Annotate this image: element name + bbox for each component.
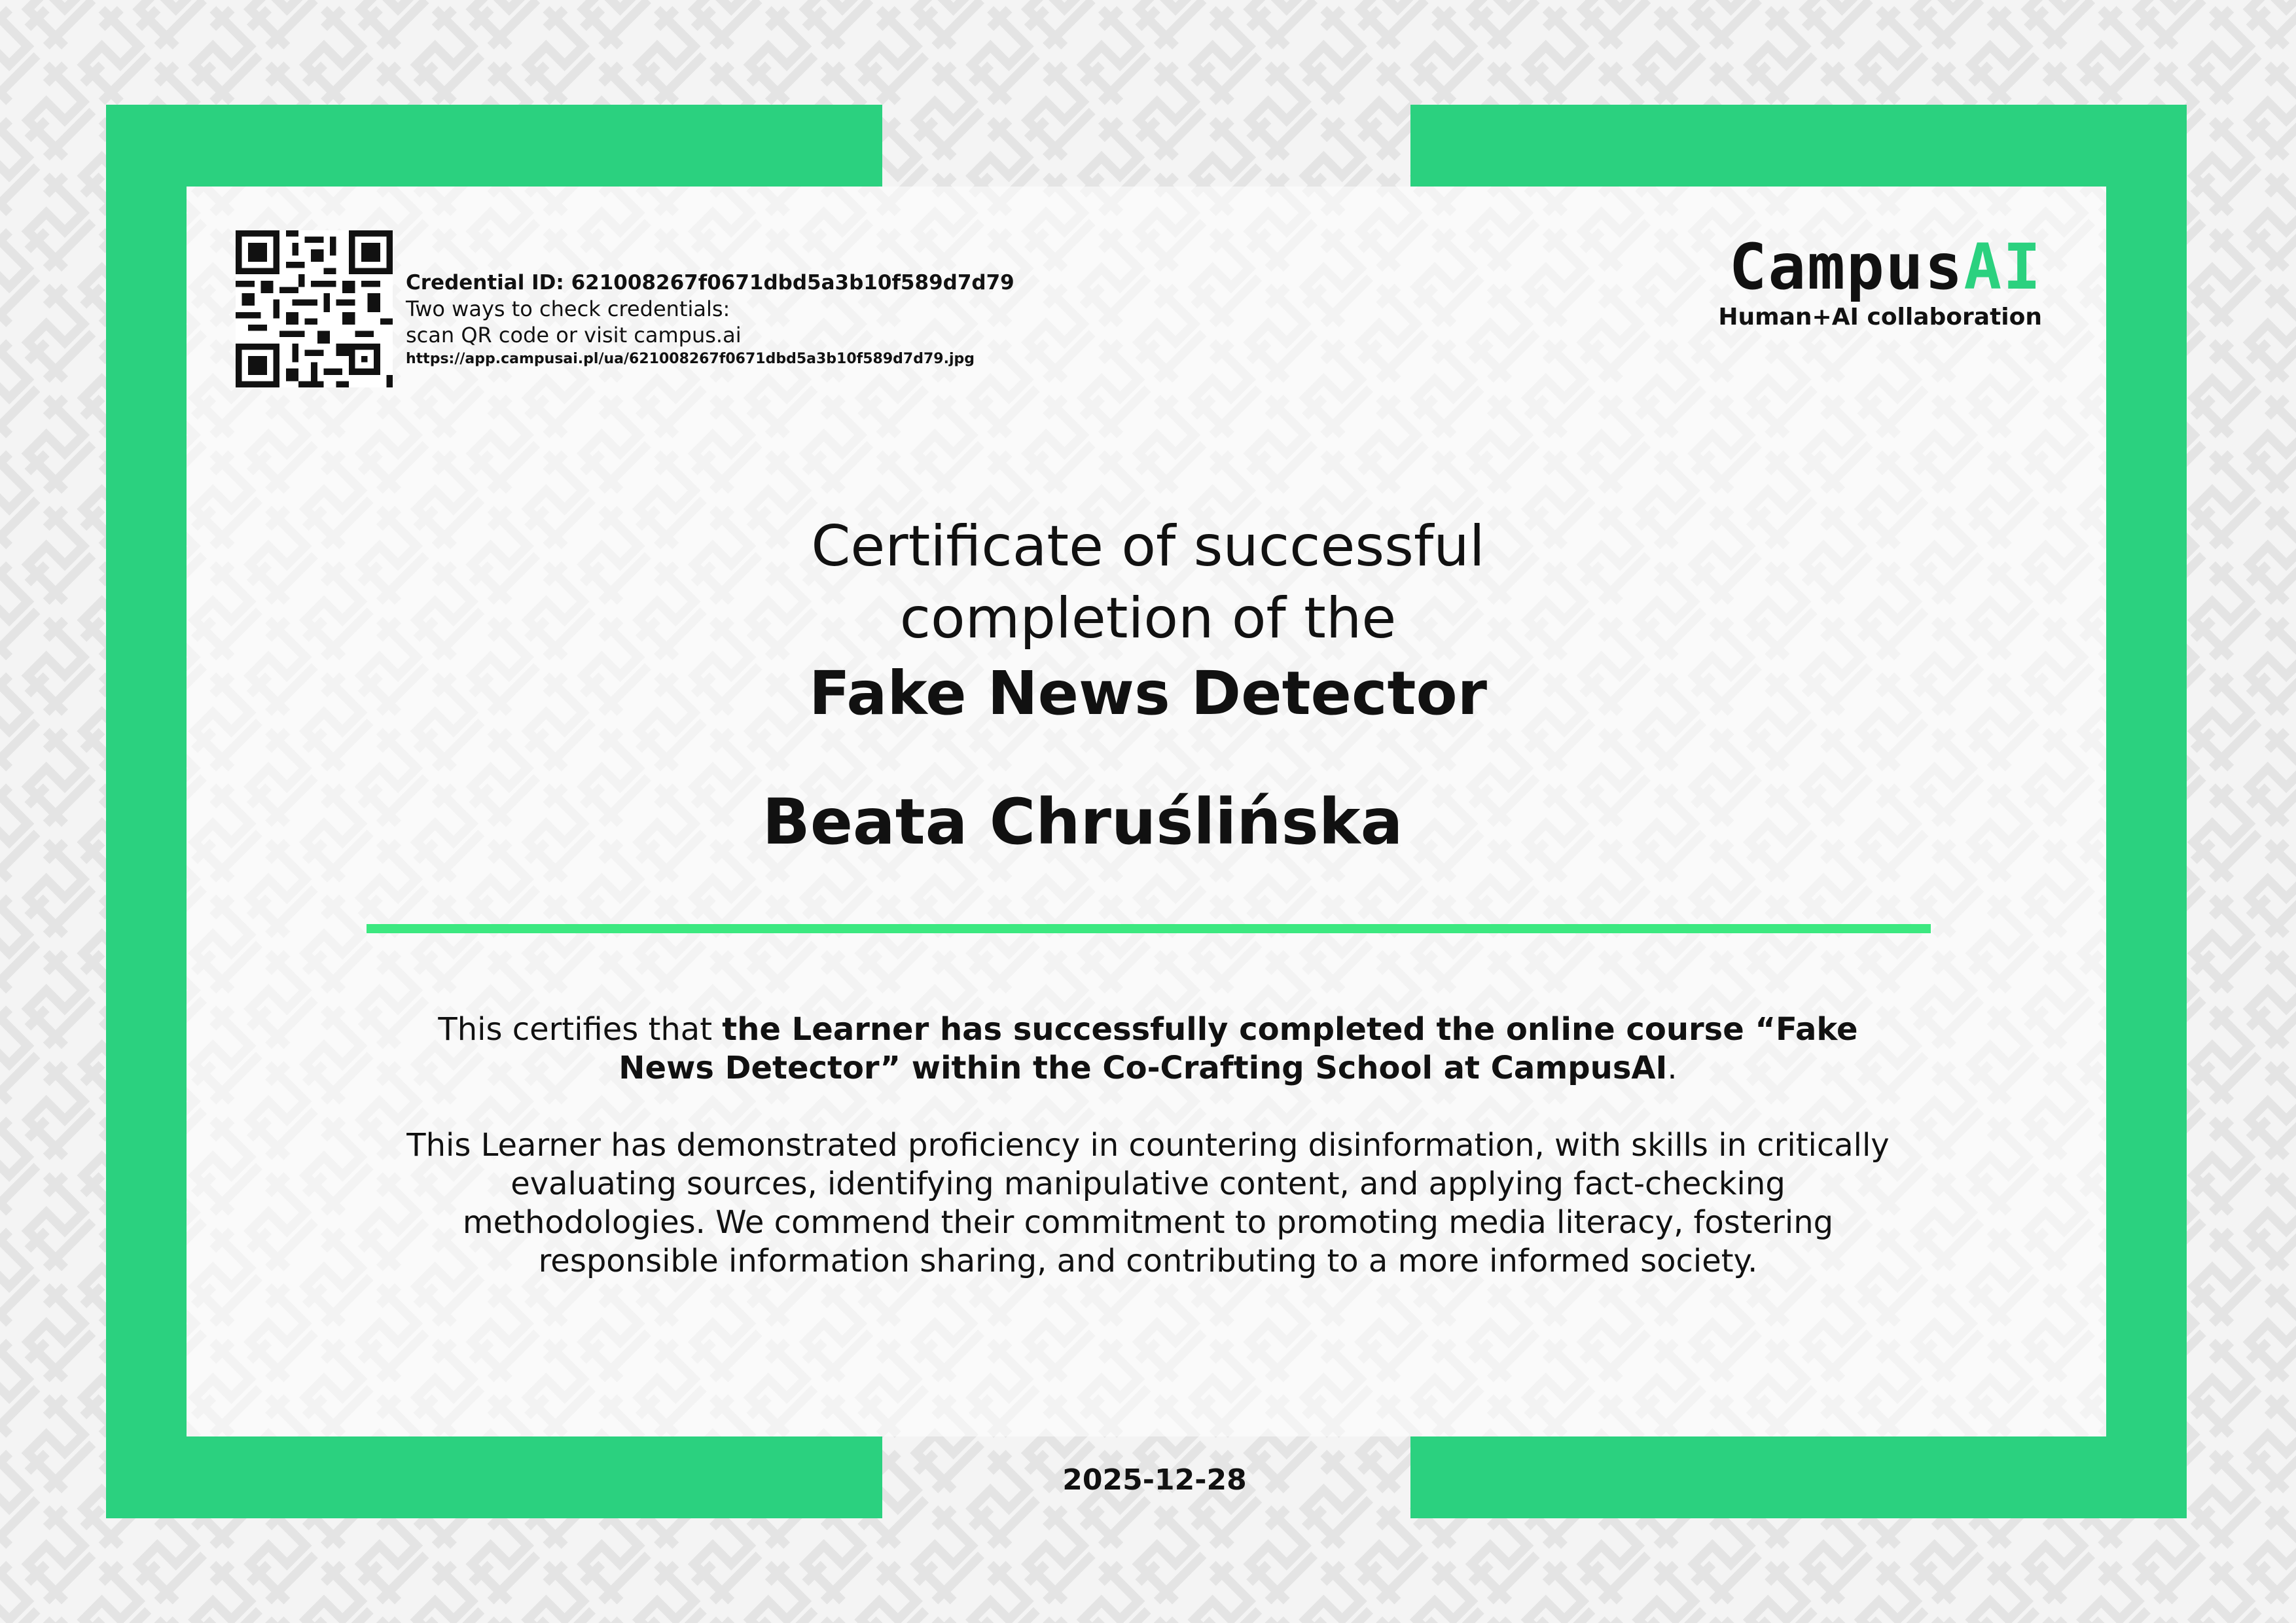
certificate-title bbox=[493, 510, 1803, 733]
learner-name: Beata Chruślińska bbox=[762, 785, 1403, 859]
title-line-1: Certificate of successful bbox=[811, 514, 1485, 579]
body-paragraph-2: This Learner has demonstrated proficiency in countering disinformation, with skills in critically evaluating sources, identifying manipulative content, and applying fact-checking methodologies. We commend their commitment to promoting media literacy, fostering responsible information sharing, and contributing to a more informed society. bbox=[406, 1127, 1890, 1279]
logo-word-main: Campus bbox=[1729, 230, 1964, 304]
frame-left bbox=[106, 105, 187, 1518]
title-line-2: completion of the bbox=[899, 586, 1397, 651]
paragraph-1-bold: the Learner has successfully completed the online course “Fake News Detector” within the Co-Crafting School at CampusAI bbox=[619, 1011, 1858, 1086]
credential-id-value: 621008267f0671dbd5a3b10f589d7d79 bbox=[571, 271, 1014, 294]
frame-bottom-right bbox=[1410, 1436, 2187, 1518]
body-paragraph-1 bbox=[395, 1010, 1901, 1088]
logo-tagline: Human+AI collaboration bbox=[1718, 304, 2042, 330]
frame-top-left bbox=[106, 105, 882, 187]
frame-top-right bbox=[1410, 105, 2187, 187]
frame-right bbox=[2106, 105, 2187, 1518]
credential-id bbox=[406, 270, 1060, 296]
issue-date: 2025-12-28 bbox=[1062, 1463, 1247, 1497]
qr-code-icon[interactable] bbox=[236, 230, 393, 387]
campusai-logo bbox=[1715, 230, 2042, 332]
course-name: Fake News Detector bbox=[808, 658, 1488, 728]
credential-id-label: Credential ID: bbox=[406, 271, 564, 294]
frame-bottom-left bbox=[106, 1436, 882, 1518]
paragraph-1-end: . bbox=[1667, 1050, 1677, 1086]
credential-check-line-2: scan QR code or visit campus.ai bbox=[406, 323, 742, 348]
credential-url-link[interactable]: https://app.campusai.pl/ua/621008267f0671dbd5a3b10f589d7d79.jpg bbox=[406, 351, 975, 367]
paragraph-1-lead: This certifies that bbox=[438, 1011, 723, 1048]
credential-check-line-1: Two ways to check credentials: bbox=[406, 296, 730, 321]
certificate-body bbox=[395, 1010, 1901, 1281]
logo-wordmark bbox=[1715, 230, 2042, 304]
credential-info bbox=[406, 270, 1060, 370]
logo-word-accent: AI bbox=[1964, 230, 2042, 304]
divider-line bbox=[367, 924, 1931, 933]
